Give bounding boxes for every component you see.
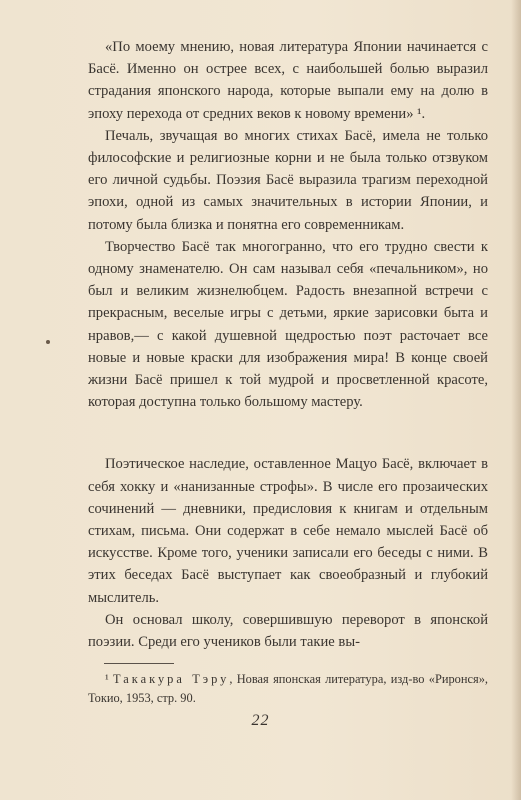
footnote-marker: ¹ — [105, 672, 109, 686]
main-text — [88, 36, 488, 653]
footnote — [88, 670, 488, 708]
paragraph-creativity: Творчество Басё так многогранно, что его трудно свести к одному знаменателю. Он сам называл себя «печальником», но был и великим жизнелюбцем. Радость внезапной встречи с прекрасным, веселые игры с детьми, яркие зарисовки быта и нравов,— с какой душевной щедростью поэт расточает все новые и новые краски для изображения мира! В конце своей жизни Басё пришел к той мудрой и просветленной красоте, которая доступна только большому мастеру. — [88, 238, 488, 411]
paragraph-sorrow: Печаль, звучащая во многих стихах Басё, имела не только философские и религиозные корни и не была только отзвуком его личной судьбы. Поэзия Басё выразила трагизм переходной эпохи, одной из самых значительных в истории Японии, и потому была близка и понятна его современникам. — [88, 127, 488, 233]
footnote-author: Такакура Тэру — [113, 672, 230, 686]
footnote-source: , Новая японская литература, изд-во «Риронся», Токио, 1953, стр. 90. — [88, 672, 488, 705]
footnote-rule — [104, 663, 174, 664]
paragraph-school: Он основал школу, совершившую переворот в японской поэзии. Среди его учеников были такие вы- — [88, 611, 488, 651]
paragraph-legacy: Поэтическое наследие, оставленное Мацуо Басё, включает в себя хокку и «нанизанные строфы». В числе его прозаических сочинений — дневники, предисловия к книгам и отдельным стихам, письма. Они содержат в себе немало мыслей Басё об искусстве. Кроме того, ученики записали его беседы с ними. В этих беседах Басё выступает как своеобразный и глубокий мыслитель. — [88, 456, 488, 606]
paragraph-quote: «По моему мнению, новая литература Японии начинается с Басё. Именно он острее всех, с наибольшей болью выразил страдания японского народа, которые выпали ему на долю в эпоху перехода от средних веков к новому времени» ¹. — [88, 39, 488, 122]
section-gap — [88, 413, 488, 453]
page-number: 22 — [251, 712, 270, 729]
margin-mark — [46, 340, 50, 344]
